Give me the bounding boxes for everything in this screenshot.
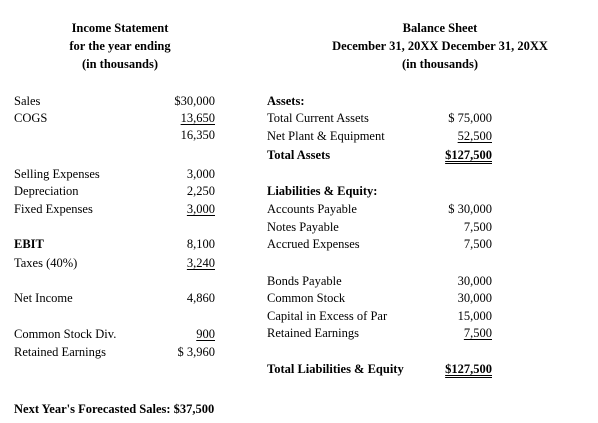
income-label-selling: Selling Expenses (14, 167, 100, 181)
balance-subtitle: December 31, 20XX December 31, 20XX (332, 39, 548, 53)
assets-header: Assets: (267, 94, 305, 108)
asset-value-total: $127,500 (445, 148, 492, 162)
income-label-taxes: Taxes (40%) (14, 256, 78, 270)
equity-value-retained: 7,500 (463, 326, 492, 340)
income-value-fixed: 3,000 (186, 202, 215, 216)
liab-label-ap: Accounts Payable (267, 202, 357, 216)
total-le-label: Total Liabilities & Equity (267, 362, 404, 376)
liab-value-bonds: 30,000 (457, 274, 492, 288)
asset-value-plant: 52,500 (457, 129, 492, 143)
total-le-value: $127,500 (445, 362, 492, 376)
asset-label-total: Total Assets (267, 148, 331, 162)
income-value-dividends: 900 (196, 327, 215, 341)
income-value-taxes: 3,240 (186, 256, 215, 270)
income-subtitle: for the year ending (69, 39, 171, 53)
income-value-net-income: 4,860 (186, 291, 215, 305)
asset-value-current: $ 75,000 (448, 111, 492, 125)
income-value-ebit: 8,100 (186, 237, 215, 251)
forecast-note: Next Year's Forecasted Sales: $37,500 (14, 402, 215, 416)
liab-label-accrued: Accrued Expenses (267, 237, 360, 251)
liabilities-header: Liabilities & Equity: (267, 184, 378, 198)
income-value-cogs: 13,650 (180, 111, 215, 125)
liab-value-accrued: 7,500 (463, 237, 492, 251)
equity-label-common: Common Stock (267, 291, 346, 305)
income-label-cogs: COGS (14, 111, 48, 125)
balance-title: Balance Sheet (402, 21, 478, 35)
income-value-sales: $30,000 (174, 94, 215, 108)
balance-units: (in thousands) (401, 57, 479, 71)
liab-label-bonds: Bonds Payable (267, 274, 342, 288)
income-label-retained: Retained Earnings (14, 345, 106, 359)
asset-label-current: Total Current Assets (267, 111, 369, 125)
asset-label-plant: Net Plant & Equipment (267, 129, 385, 143)
income-label-fixed: Fixed Expenses (14, 202, 93, 216)
liab-value-np: 7,500 (463, 220, 492, 234)
income-value-gross-profit: 16,350 (180, 128, 215, 142)
equity-value-capital: 15,000 (457, 309, 492, 323)
income-title: Income Statement (71, 21, 169, 35)
income-label-sales: Sales (14, 94, 41, 108)
income-label-net-income: Net Income (14, 291, 73, 305)
equity-label-retained: Retained Earnings (267, 326, 359, 340)
equity-label-capital: Capital in Excess of Par (267, 309, 388, 323)
income-label-ebit: EBIT (14, 237, 44, 251)
equity-value-common: 30,000 (457, 291, 492, 305)
income-label-dividends: Common Stock Div. (14, 327, 117, 341)
income-value-retained: $ 3,960 (177, 345, 215, 359)
income-value-depreciation: 2,250 (186, 184, 215, 198)
income-units: (in thousands) (81, 57, 159, 71)
liab-value-ap: $ 30,000 (448, 202, 492, 216)
income-label-depreciation: Depreciation (14, 184, 79, 198)
liab-label-np: Notes Payable (267, 220, 339, 234)
income-value-selling: 3,000 (186, 167, 215, 181)
